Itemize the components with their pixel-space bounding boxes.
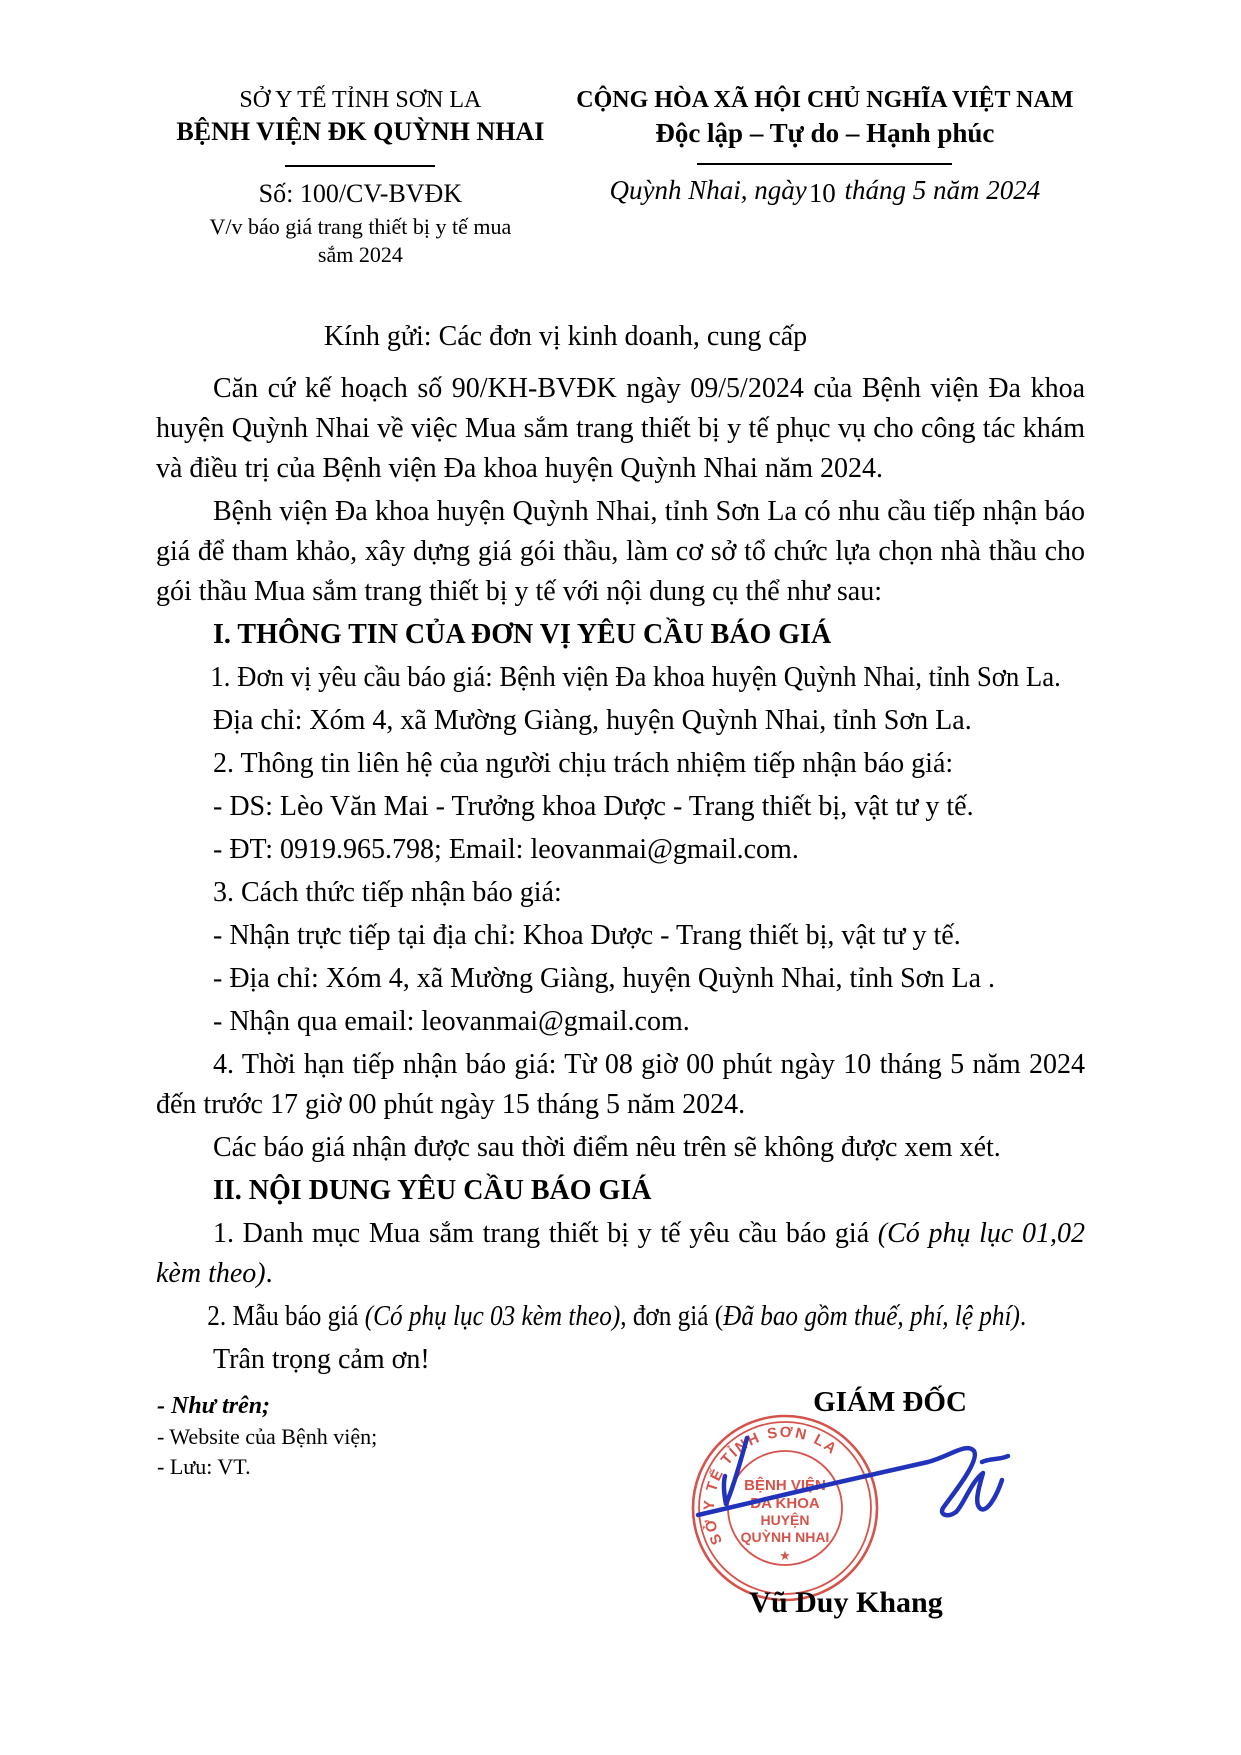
date-suffix: tháng 5 năm 2024 bbox=[844, 175, 1041, 205]
item-annex-note: (Có phụ lục 01,02 kèm theo) bbox=[156, 1218, 1085, 1289]
item-tax-note: Đã bao gồm thuế, phí, lệ phí) bbox=[723, 1301, 1020, 1332]
date-prefix: Quỳnh Nhai, ngày bbox=[609, 175, 807, 205]
item-text: 1. Danh mục Mua sắm trang thiết bị y tế yêu cầu báo giá bbox=[213, 1218, 878, 1249]
document-subject: V/v báo giá trang thiết bị y tế mua sắm 2024 bbox=[209, 214, 512, 267]
issuer-divider bbox=[285, 165, 435, 167]
item-annex-note: (Có phụ lục 03 kèm theo) bbox=[364, 1301, 621, 1332]
director-signature-ink bbox=[690, 1420, 1030, 1560]
paragraph-basis: Căn cứ kế hoạch số 90/KH-BVĐK ngày 09/5/2024 của Bệnh viện Đa khoa huyện Quỳnh Nhai về việc Mua sắm trang thiết bị y tế phục vụ cho công tác khám và điều trị của Bệnh viện Đa khoa huyện Quỳnh Nhai năm 2024. bbox=[156, 373, 1085, 484]
item-3-email: - Nhận qua email: leovanmai@gmail.com. bbox=[213, 1006, 690, 1037]
section-1-title: I. THÔNG TIN CỦA ĐƠN VỊ YÊU CẦU BÁO GIÁ bbox=[213, 619, 832, 650]
place-date-line bbox=[565, 175, 1085, 206]
section-2-title: II. NỘI DUNG YÊU CẦU BÁO GIÁ bbox=[213, 1175, 652, 1206]
note-late-quotes: Các báo giá nhận được sau thời điểm nêu trên sẽ không được xem xét. bbox=[213, 1132, 1001, 1163]
stamp-center-line3: HUYỆN bbox=[760, 1512, 810, 1528]
stamp-ring-text: SỞ Y TẾ TỈNH SƠN LA bbox=[700, 1423, 841, 1548]
signer-name: Vũ Duy Khang bbox=[749, 1586, 943, 1619]
paragraph-purpose: Bệnh viện Đa khoa huyện Quỳnh Nhai, tỉnh Sơn La có nhu cầu tiếp nhận báo giá để tham khảo, xây dựng giá gói thầu, làm cơ sở tổ chức lựa chọn nhà thầu cho gói thầu Mua sắm trang thiết bị y tế với nội dung cụ thể như sau: bbox=[156, 496, 1085, 607]
issuer-org: BỆNH VIỆN ĐK QUỲNH NHAI bbox=[176, 117, 545, 146]
national-motto-line2: Độc lập – Tự do – Hạnh phúc bbox=[655, 118, 995, 148]
recipient-item: - Lưu: VT. bbox=[157, 1454, 251, 1479]
stamp-center-line2: ĐA KHOA bbox=[750, 1495, 820, 1512]
stamp-star-icon: ★ bbox=[779, 1548, 791, 1563]
item-3-method-heading: 3. Cách thức tiếp nhận báo giá: bbox=[213, 877, 562, 908]
recipient-item: - Như trên; bbox=[157, 1393, 271, 1419]
date-day: 10 bbox=[808, 178, 836, 208]
item-2-phone-email: - ĐT: 0919.965.798; Email: leovanmai@gmail.com. bbox=[213, 834, 799, 865]
salutation: Kính gửi: Các đơn vị kinh doanh, cung cấp bbox=[323, 321, 808, 352]
item-3-direct: - Nhận trực tiếp tại địa chỉ: Khoa Dược - Trang thiết bị, vật tư y tế. bbox=[213, 920, 961, 951]
recipients-list bbox=[157, 1390, 377, 1482]
closing-thanks: Trân trọng cảm ơn! bbox=[213, 1344, 430, 1375]
national-motto-line1: CỘNG HÒA XÃ HỘI CHỦ NGHĨA VIỆT NAM bbox=[576, 87, 1074, 113]
signer-title: GIÁM ĐỐC bbox=[813, 1386, 967, 1418]
item-2-contact-heading: 2. Thông tin liên hệ của người chịu trách nhiệm tiếp nhận báo giá: bbox=[213, 748, 954, 779]
stamp-center-line4: QUỲNH NHAI bbox=[740, 1529, 830, 1545]
item-2-contact-person: - DS: Lèo Văn Mai - Trưởng khoa Dược - Trang thiết bị, vật tư y tế. bbox=[213, 791, 974, 822]
section2-item-1 bbox=[156, 1214, 1085, 1294]
item-period: . bbox=[1019, 1301, 1027, 1332]
stamp-center-line1: BỆNH VIỆN bbox=[744, 1477, 826, 1494]
item-period: . bbox=[265, 1258, 273, 1289]
item-text: 2. Mẫu báo giá bbox=[207, 1301, 365, 1332]
issuer-parent-org: SỞ Y TẾ TỈNH SƠN LA bbox=[239, 87, 482, 113]
document-number: Số: 100/CV-BVĐK bbox=[258, 179, 463, 208]
recipient-item: - Website của Bệnh viện; bbox=[157, 1424, 378, 1449]
item-1-requesting-unit: 1. Đơn vị yêu cầu báo giá: Bệnh viện Đa khoa huyện Quỳnh Nhai, tỉnh Sơn La. bbox=[210, 662, 1061, 693]
motto-divider bbox=[697, 163, 952, 165]
letterhead-issuer bbox=[156, 85, 565, 269]
item-4-deadline: 4. Thời hạn tiếp nhận báo giá: Từ 08 giờ 00 phút ngày 10 tháng 5 năm 2024 đến trước 17 giờ 00 phút ngày 15 tháng 5 năm 2024. bbox=[156, 1049, 1085, 1120]
letter-body bbox=[156, 369, 1085, 1380]
letterhead bbox=[156, 85, 1085, 269]
letterhead-national bbox=[565, 85, 1085, 269]
section2-item-2 bbox=[156, 1297, 1027, 1337]
item-text2: , đơn giá ( bbox=[620, 1301, 724, 1332]
item-1-address: Địa chỉ: Xóm 4, xã Mường Giàng, huyện Quỳnh Nhai, tỉnh Sơn La. bbox=[213, 705, 972, 736]
item-3-address: - Địa chỉ: Xóm 4, xã Mường Giàng, huyện Quỳnh Nhai, tỉnh Sơn La . bbox=[213, 963, 996, 994]
